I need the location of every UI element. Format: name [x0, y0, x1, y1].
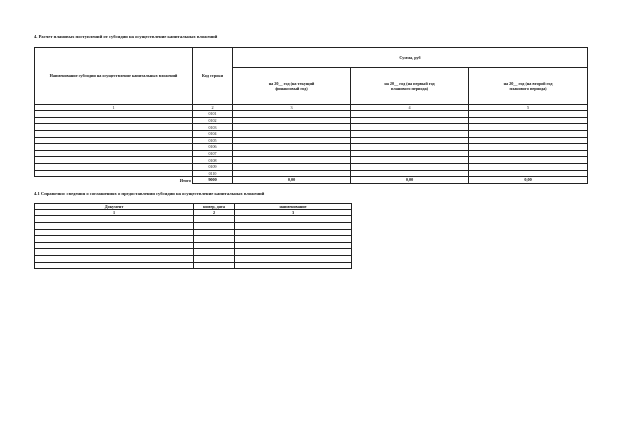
subsidy-agreements-table: [34, 203, 352, 269]
number-date-cell[interactable]: [194, 216, 235, 223]
title-cell[interactable]: [235, 249, 352, 256]
value-cell[interactable]: [351, 117, 469, 124]
value-cell[interactable]: [469, 137, 588, 144]
table-row: [35, 124, 588, 131]
table-row: [35, 249, 352, 256]
header-col-3: на 20__ год (на текущий финансовый год): [233, 68, 351, 105]
column-number: 1: [35, 105, 193, 111]
header-sum: Сумма, руб: [233, 48, 588, 68]
value-cell[interactable]: [233, 144, 351, 151]
section-4-1-title: 4.1 Справочно: сведения о соглашениях о предоставлении субсидии на осуществление капитальных вложений: [34, 191, 265, 196]
value-cell[interactable]: [469, 130, 588, 137]
table-row: [35, 255, 352, 262]
column-number: 3: [235, 210, 352, 216]
header-subsidy-name: Наименование субсидии на осуществление капитальных вложений: [35, 48, 193, 105]
value-cell[interactable]: [233, 111, 351, 118]
number-date-cell[interactable]: [194, 242, 235, 249]
subsidy-name-cell[interactable]: [35, 157, 193, 164]
number-date-cell[interactable]: [194, 236, 235, 243]
header-number-date: номер, дата: [194, 204, 235, 210]
value-cell[interactable]: [351, 157, 469, 164]
column-number: 1: [35, 210, 194, 216]
total-value: 0,00: [469, 177, 588, 184]
table-row: [35, 229, 352, 236]
table-row: [35, 163, 588, 170]
value-cell[interactable]: [469, 144, 588, 151]
row-code: 0107: [193, 150, 233, 157]
value-cell[interactable]: [351, 144, 469, 151]
table-row: [35, 150, 588, 157]
table-row: [35, 111, 588, 118]
document-cell[interactable]: [35, 255, 194, 262]
number-date-cell[interactable]: [194, 249, 235, 256]
column-number: 4: [351, 105, 469, 111]
document-cell[interactable]: [35, 262, 194, 269]
value-cell[interactable]: [233, 117, 351, 124]
capital-subsidy-plan-table: [34, 47, 588, 184]
document-cell[interactable]: [35, 216, 194, 223]
table-row: [35, 157, 588, 164]
value-cell[interactable]: [469, 163, 588, 170]
subsidy-name-cell[interactable]: [35, 150, 193, 157]
value-cell[interactable]: [351, 130, 469, 137]
value-cell[interactable]: [351, 137, 469, 144]
value-cell[interactable]: [351, 163, 469, 170]
title-cell[interactable]: [235, 262, 352, 269]
subsidy-name-cell[interactable]: [35, 124, 193, 131]
subsidy-name-cell[interactable]: [35, 170, 193, 177]
subsidy-name-cell[interactable]: [35, 144, 193, 151]
subsidy-name-cell[interactable]: [35, 111, 193, 118]
header-row-code: Код строки: [193, 48, 233, 105]
value-cell[interactable]: [469, 124, 588, 131]
total-label: Итого: [35, 177, 193, 184]
table-row: [35, 223, 352, 230]
header-title: наименование: [235, 204, 352, 210]
number-date-cell[interactable]: [194, 223, 235, 230]
value-cell[interactable]: [351, 124, 469, 131]
row-code: 0108: [193, 157, 233, 164]
value-cell[interactable]: [233, 124, 351, 131]
document-cell[interactable]: [35, 249, 194, 256]
subsidy-name-cell[interactable]: [35, 137, 193, 144]
table-row: [35, 130, 588, 137]
value-cell[interactable]: [469, 111, 588, 118]
table-row: [35, 117, 588, 124]
row-code: 0106: [193, 144, 233, 151]
column-number: 3: [233, 105, 351, 111]
value-cell[interactable]: [233, 163, 351, 170]
table-row: [35, 236, 352, 243]
header-col-4: на 20__ год (на первый год планового периода): [351, 68, 469, 105]
title-cell[interactable]: [235, 236, 352, 243]
column-number: 2: [194, 210, 235, 216]
subsidy-name-cell[interactable]: [35, 163, 193, 170]
row-code: 0109: [193, 163, 233, 170]
document-cell[interactable]: [35, 242, 194, 249]
total-row: [35, 177, 588, 184]
row-code: 0103: [193, 124, 233, 131]
value-cell[interactable]: [233, 170, 351, 177]
total-code: 9000: [193, 177, 233, 184]
table-row: [35, 242, 352, 249]
document-cell[interactable]: [35, 223, 194, 230]
row-code: 0110: [193, 170, 233, 177]
total-value: 0,00: [233, 177, 351, 184]
subsidy-name-cell[interactable]: [35, 117, 193, 124]
table-row: [35, 262, 352, 269]
value-cell[interactable]: [351, 170, 469, 177]
table-row: [35, 137, 588, 144]
row-code: 0101: [193, 111, 233, 118]
value-cell[interactable]: [233, 150, 351, 157]
row-code: 0102: [193, 117, 233, 124]
value-cell[interactable]: [233, 157, 351, 164]
row-code: 0104: [193, 130, 233, 137]
title-cell[interactable]: [235, 242, 352, 249]
total-value: 0,00: [351, 177, 469, 184]
value-cell[interactable]: [469, 170, 588, 177]
subsidy-name-cell[interactable]: [35, 130, 193, 137]
table-row: [35, 216, 352, 223]
title-cell[interactable]: [235, 229, 352, 236]
number-date-cell[interactable]: [194, 262, 235, 269]
title-cell[interactable]: [235, 216, 352, 223]
header-col-5: на 20__ год (на второй год планового периода): [469, 68, 588, 105]
column-number: 2: [193, 105, 233, 111]
title-cell[interactable]: [235, 255, 352, 262]
number-date-cell[interactable]: [194, 229, 235, 236]
value-cell[interactable]: [469, 117, 588, 124]
value-cell[interactable]: [351, 150, 469, 157]
value-cell[interactable]: [233, 137, 351, 144]
value-cell[interactable]: [233, 130, 351, 137]
table-row: [35, 170, 588, 177]
section-4-title: 4. Расчет плановых поступлений от субсидии на осуществление капитальных вложений: [34, 34, 218, 39]
title-cell[interactable]: [235, 223, 352, 230]
number-date-cell[interactable]: [194, 255, 235, 262]
table-row: [35, 144, 588, 151]
value-cell[interactable]: [469, 157, 588, 164]
value-cell[interactable]: [469, 150, 588, 157]
document-cell[interactable]: [35, 229, 194, 236]
row-code: 0105: [193, 137, 233, 144]
column-number: 5: [469, 105, 588, 111]
header-document: Документ: [35, 204, 194, 210]
value-cell[interactable]: [351, 111, 469, 118]
document-cell[interactable]: [35, 236, 194, 243]
